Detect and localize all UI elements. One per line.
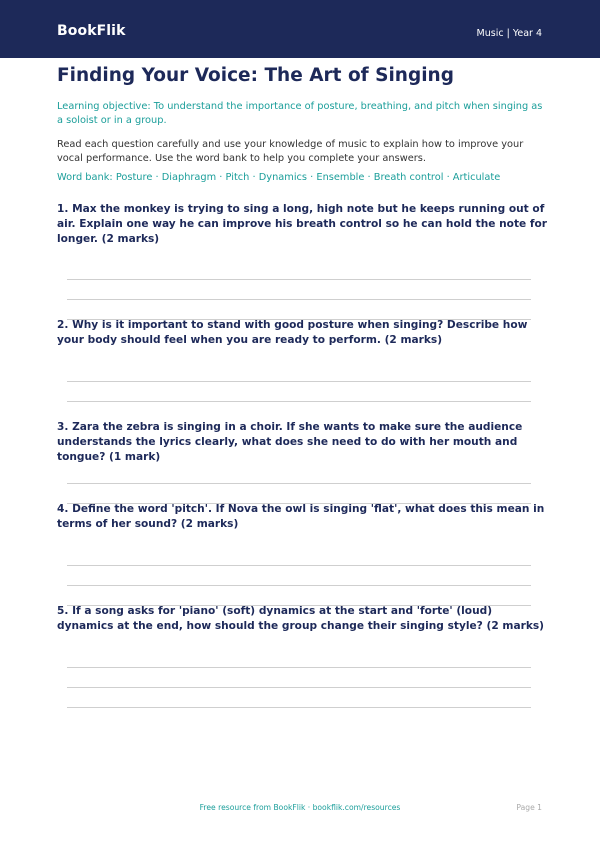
learning-objective: Learning objective: To understand the importance of posture, breathing, and pitch when singing as a soloist or in a group. (57, 101, 543, 126)
question-5: 5. If a song asks for 'piano' (soft) dynamics at the start and 'forte' (loud) dynamics at the end, how should the group change their singing style? (2 marks) (57, 605, 545, 632)
subject-year-label: Music | Year 4 (476, 28, 542, 39)
answer-line[interactable] (67, 565, 531, 566)
question-2: 2. Why is it important to stand with good posture when singing? Describe how your body should feel when you are ready to perform. (2 marks) (57, 319, 528, 346)
word-bank: Word bank: Posture · Diaphragm · Pitch · Dynamics · Ensemble · Breath control · Articulate (57, 172, 501, 183)
answer-line[interactable] (67, 299, 531, 300)
page-title: Finding Your Voice: The Art of Singing (57, 65, 454, 86)
brand-logo[interactable]: BookFlik (57, 23, 126, 39)
question-3: 3. Zara the zebra is singing in a choir. If she wants to make sure the audience understands the lyrics clearly, what does she need to do with her mouth and tongue? (1 mark) (57, 421, 523, 463)
answer-line[interactable] (67, 401, 531, 402)
answer-line[interactable] (67, 483, 531, 484)
answer-line[interactable] (67, 585, 531, 586)
footer-resource-link[interactable]: Free resource from BookFlik · bookflik.com/resources (199, 803, 401, 812)
answer-line[interactable] (67, 381, 531, 382)
header-bar (0, 0, 600, 58)
answer-line[interactable] (67, 279, 531, 280)
answer-line[interactable] (67, 707, 531, 708)
answer-line[interactable] (67, 687, 531, 688)
question-1: 1. Max the monkey is trying to sing a long, high note but he keeps running out of air. Explain one way he can improve his breath control so he can hold the note for longer. (2 marks) (57, 203, 548, 245)
page-number: Page 1 (516, 803, 542, 812)
question-4: 4. Define the word 'pitch'. If Nova the owl is singing 'flat', what does this mean in terms of her sound? (2 marks) (57, 503, 545, 530)
instructions: Read each question carefully and use your knowledge of music to explain how to improve your vocal performance. Use the word bank to help you complete your answers. (57, 139, 524, 164)
answer-line[interactable] (67, 667, 531, 668)
